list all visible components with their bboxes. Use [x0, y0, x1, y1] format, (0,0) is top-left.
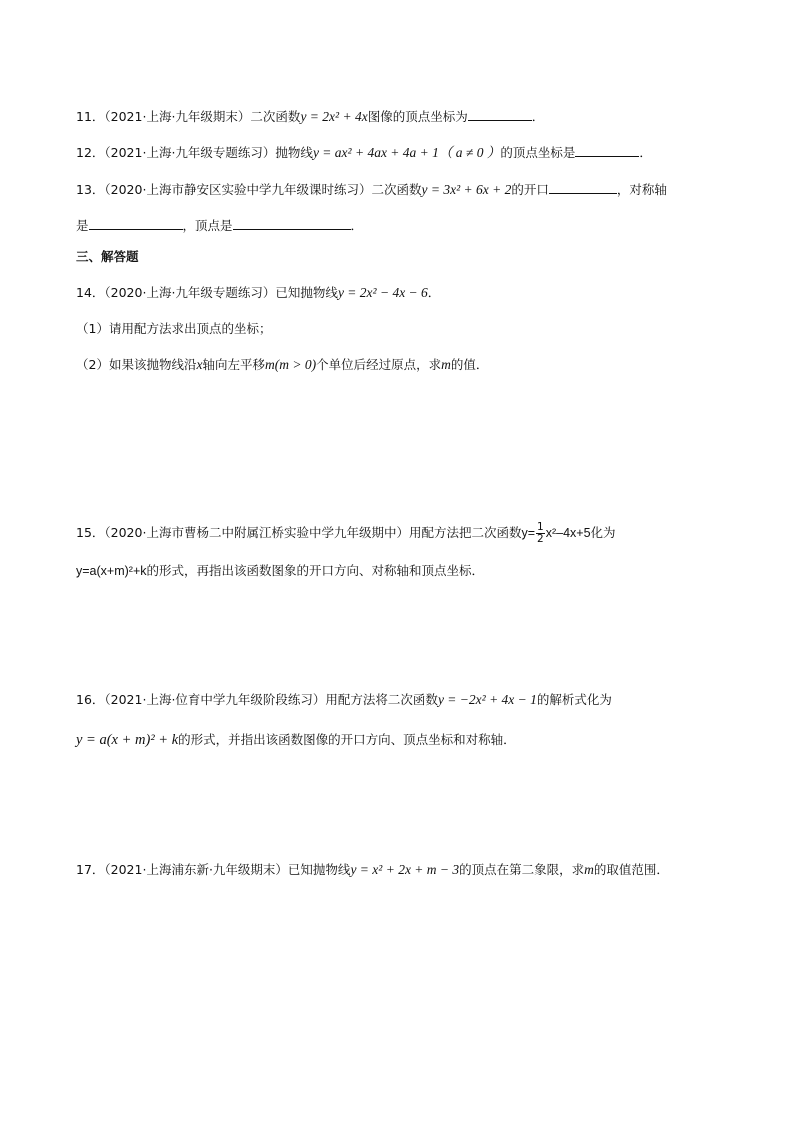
question-14: 14．（2020·上海·九年级专题练习）已知抛物线y = 2x² − 4x − 6．: [76, 285, 441, 300]
question-11: 11．（2021·上海·九年级期末）二次函数y = 2x² + 4x图像的顶点坐标为 ．: [76, 109, 545, 124]
answer-blank[interactable]: [575, 144, 639, 157]
fraction-half: $\frac{1}{2}$: [537, 521, 544, 545]
section-heading: 三、解答题: [76, 249, 139, 264]
question-source: （2020·上海市曹杨二中附属江桥实验中学九年级期中）: [104, 525, 409, 540]
answer-blank-opening[interactable]: [549, 181, 617, 194]
question-12: 12．（2021·上海·九年级专题练习）抛物线y = ax² + 4ax + 4a + 1（ a ≠ 0 ）的顶点坐标是 ．: [76, 145, 652, 160]
question-number: 13．: [76, 182, 105, 197]
question-14-part1: （1）请用配方法求出顶点的坐标；: [76, 321, 272, 336]
question-17: 17．（2021·上海浦东新·九年级期末）已知抛物线y = x² + 2x + m − 3的顶点在第二象限，求m的取值范围．: [76, 862, 669, 877]
question-15-line2: y=a(x+m)²+k的形式，再指出该函数图象的开口方向、对称轴和顶点坐标．: [76, 563, 485, 578]
question-source: （2021·上海·九年级专题练习）: [104, 145, 276, 160]
question-number: 15．: [76, 525, 105, 540]
formula: y = −2x² + 4x − 1: [437, 692, 537, 707]
question-source: （2021·上海浦东新·九年级期末）: [104, 862, 288, 877]
question-13: 13．（2020·上海市静安区实验中学九年级课时练习）二次函数y = 3x² + 6x + 2的开口 ，对称轴: [76, 182, 667, 197]
formula: y = a(x + m)² + k: [76, 732, 179, 748]
formula: y = ax² + 4ax + 4a + 1: [312, 145, 439, 160]
question-number: 14．: [76, 285, 105, 300]
question-source: （2020·上海·九年级专题练习）: [104, 285, 276, 300]
question-number: 12．: [76, 145, 105, 160]
answer-blank[interactable]: [468, 108, 532, 121]
condition: （ a ≠ 0 ）: [438, 145, 501, 160]
question-number: 11．: [76, 109, 105, 124]
question-16-line2: y = a(x + m)² + k的形式，并指出该函数图像的开口方向、顶点坐标和对称轴．: [76, 732, 516, 748]
formula: y = 2x² − 4x − 6: [337, 285, 428, 300]
question-14-part2: （2）如果该抛物线沿x轴向左平移m(m > 0)个单位后经过原点，求m的值．: [76, 357, 489, 372]
question-number: 16．: [76, 692, 105, 707]
question-source: （2021·上海·九年级期末）: [104, 109, 251, 124]
formula: y = 2x² + 4x: [300, 109, 368, 124]
question-source: （2021·上海·位育中学九年级阶段练习）: [104, 692, 326, 707]
question-source: （2020·上海市静安区实验中学九年级课时练习）: [104, 182, 372, 197]
question-16: 16．（2021·上海·位育中学九年级阶段练习）用配方法将二次函数y = −2x² + 4x − 1的解析式化为: [76, 692, 612, 707]
answer-blank-axis[interactable]: [89, 217, 183, 230]
formula: y = x² + 2x + m − 3: [350, 862, 460, 877]
answer-blank-vertex[interactable]: [233, 217, 351, 230]
formula: y=a(x+m)²+k: [76, 564, 147, 578]
question-number: 17．: [76, 862, 105, 877]
formula: y = 3x² + 6x + 2: [421, 182, 512, 197]
question-13-line2: 是 ，顶点是 ．: [76, 218, 364, 233]
question-15: 15．（2020·上海市曹杨二中附属江桥实验中学九年级期中）用配方法把二次函数y= $\frac{1}{2}$ x²–4x+5化为: [76, 521, 616, 545]
